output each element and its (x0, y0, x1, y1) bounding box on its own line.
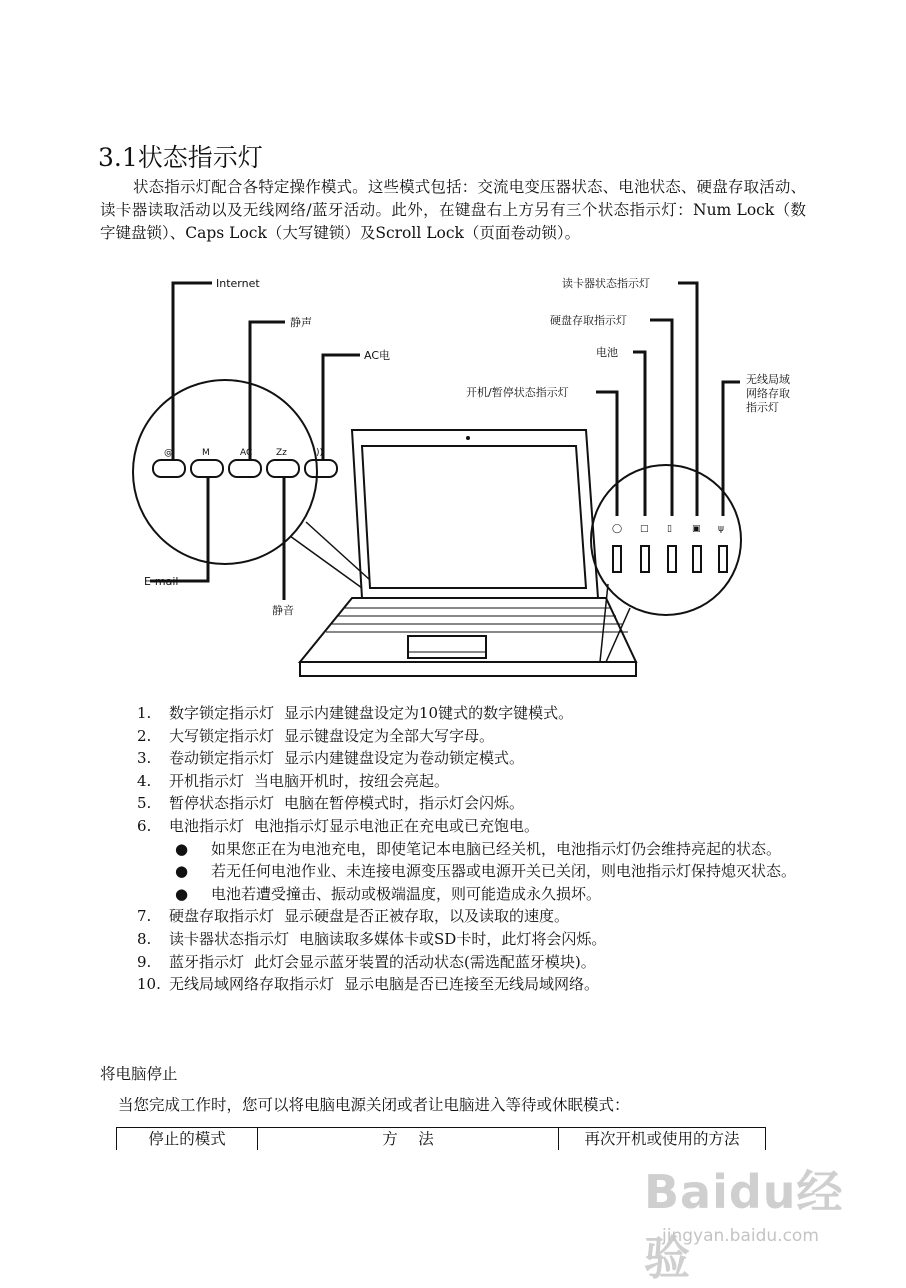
internet-button (153, 460, 185, 477)
table-header-mode: 停止的模式 (117, 1128, 258, 1150)
battery-note: ● 电池若遭受撞击、振动或极端温度，则可能造成永久损坏。 (175, 884, 602, 903)
label-ac: AC电 (364, 349, 391, 362)
watermark-url: jingyan.baidu.com (662, 1226, 819, 1246)
svg-text:M: M (202, 448, 210, 458)
shutdown-heading: 将电脑停止 (100, 1065, 178, 1083)
right-zoom-circle (591, 465, 741, 615)
label-card-reader: 读卡器状态指示灯 (562, 277, 650, 290)
intro-paragraph: 状态指示灯配合各特定操作模式。这些模式包括：交流电变压器状态、电池状态、硬盘存取活动、读卡器读取活动以及无线网络/蓝牙活动。此外，在键盘右上方另有三个状态指示灯：Num Lock（数字键盘锁）、Caps Lock（大写键锁）及Scroll Lock（页面卷动锁）。 (100, 178, 806, 242)
email-button (191, 460, 223, 477)
svg-text:◯: ◯ (612, 524, 623, 534)
list-item: 6. 电池指示灯 电池指示灯显示电池正在充电或已充饱电。 ● 如果您正在为电池充电，即使笔记本电脑已经关机，电池指示灯仍会维持亮起的状态。 ● 若无任何电池作业、未连接电源变压器或电源开关已关闭，则电池指示灯保持熄灭状态。 ● 电池若遭受撞击、振动或极端温度，则可能造成永久损坏。 (137, 815, 817, 905)
touchpad (408, 636, 486, 658)
label-wlan-3: 指示灯 (746, 401, 779, 414)
label-wlan-2: 网络存取 (746, 387, 790, 400)
baidu-watermark (644, 1144, 864, 1285)
list-item: 8. 读卡器状态指示灯 电脑读取多媒体卡或SD卡时，此灯将会闪烁。 (137, 929, 607, 948)
svg-text:@: @ (164, 448, 173, 458)
list-item: 3. 卷动锁定指示灯 显示内建键盘设定为卷动锁定模式。 (137, 749, 525, 768)
indicator-list (137, 702, 817, 996)
left-zoom-circle (133, 380, 317, 564)
svg-text:□: □ (640, 524, 649, 534)
battery-notes (169, 838, 817, 906)
label-battery: 电池 (596, 346, 618, 359)
label-silent: 静音 (272, 604, 294, 617)
label-volume: 静声 (290, 316, 312, 329)
label-power-suspend: 开机/暂停状态指示灯 (466, 386, 569, 399)
svg-text:AC: AC (240, 448, 253, 458)
list-item: 2. 大写锁定指示灯 显示键盘设定为全部大写字母。 (137, 726, 495, 745)
shutdown-intro: 当您完成工作时，您可以将电脑电源关闭或者让电脑进入等待或休眠模式： (118, 1096, 630, 1114)
list-item: 4. 开机指示灯 当电脑开机时，按纽会亮起。 (137, 771, 450, 790)
list-item: 10. 无线局域网络存取指示灯 显示电脑是否已连接至无线局域网络。 (137, 975, 600, 994)
battery-note: ● 如果您正在为电池充电，即使笔记本电脑已经关机，电池指示灯仍会维持亮起的状态。 (175, 839, 782, 858)
svg-text:ψ: ψ (718, 524, 724, 534)
table-header-method: 方 法 (258, 1128, 559, 1150)
list-item: 9. 蓝牙指示灯 此灯会显示蓝牙装置的活动状态(需选配蓝牙模块)。 (137, 952, 596, 971)
svg-text:Zz: Zz (276, 448, 287, 458)
mute-button (267, 460, 299, 477)
label-email: E-mail (144, 575, 179, 588)
battery-note: ● 若无任何电池作业、未连接电源变压器或电源开关已关闭，则电池指示灯保持熄灭状态。 (175, 862, 797, 881)
label-internet: Internet (216, 277, 260, 290)
table-header-resume: 再次开机或使用的方法 (584, 1130, 740, 1148)
laptop-indicator-figure (130, 270, 810, 700)
section-title: 3.1状态指示灯 (98, 143, 263, 172)
label-hdd: 硬盘存取指示灯 (550, 314, 627, 327)
laptop-lid (352, 430, 598, 598)
volume-button (305, 460, 337, 477)
watermark-brand: Baidu经验 (644, 1165, 844, 1285)
list-item: 7. 硬盘存取指示灯 显示硬盘是否正被存取，以及读取的速度。 (137, 907, 570, 926)
label-wlan-1: 无线局域 (746, 373, 790, 386)
svg-text:▯: ▯ (667, 524, 672, 534)
laptop-diagram (130, 270, 810, 700)
svg-text:)): )) (316, 448, 324, 458)
ac-button (229, 460, 261, 477)
list-item: 1. 数字锁定指示灯 显示内建键盘设定为10键式的数字键模式。 (137, 704, 574, 722)
list-item: 5. 暂停状态指示灯 电脑在暂停模式时，指示灯会闪烁。 (137, 794, 525, 813)
svg-text:▣: ▣ (692, 524, 701, 534)
